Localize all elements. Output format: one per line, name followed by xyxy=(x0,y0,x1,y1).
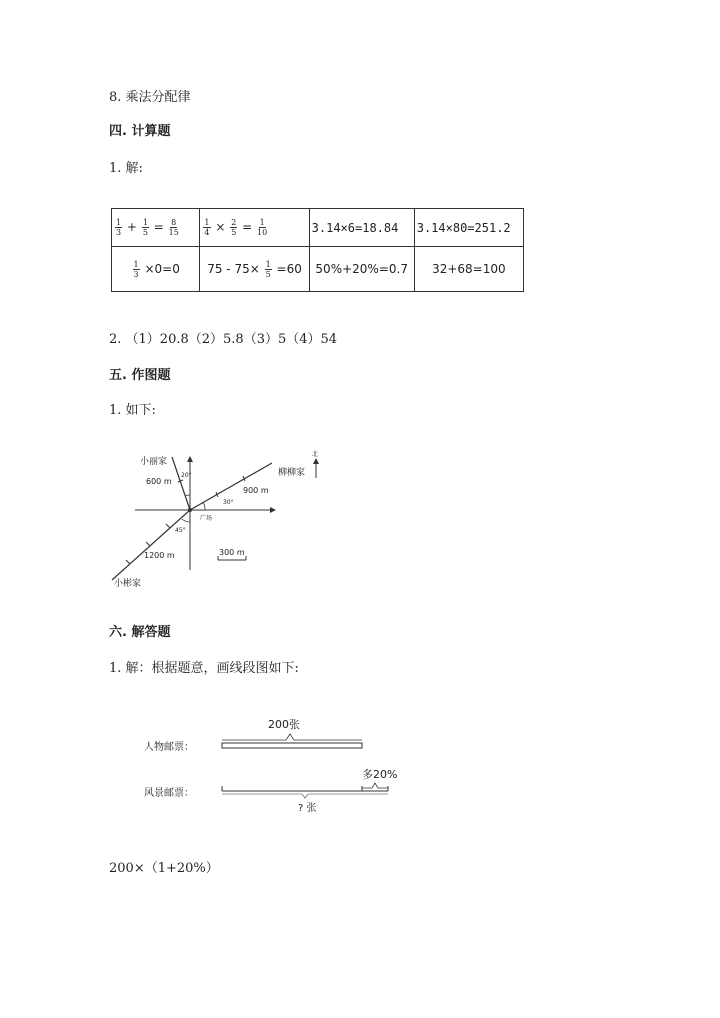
label-600m: 600 m xyxy=(146,477,172,486)
label-liuliu-home: 柳柳家 xyxy=(278,468,306,478)
label-scenery-stamps: 风景邮票： xyxy=(144,788,194,799)
table-cell-r2c2: 75 - 75× $\frac{1}{5}$ =60 xyxy=(200,247,309,292)
fraction: $\frac{1}{3}$ xyxy=(133,259,139,279)
fraction: $\frac{2}{5}$ xyxy=(231,218,237,238)
section-6-formula: 200×（1+20%） xyxy=(109,861,219,876)
table-cell-r1c1: $\frac{1}{3}$ + $\frac{1}{5}$ = $\frac{8}{15}$ xyxy=(112,209,200,247)
label-angle-45: 45° xyxy=(175,527,186,534)
fraction: $\frac{1}{4}$ xyxy=(204,218,210,238)
table-cell-r2c4: 32+68=100 xyxy=(414,247,523,292)
label-angle-30: 30° xyxy=(223,499,234,506)
line-segment-diagram xyxy=(140,712,410,822)
section-5-q1-label: 1. 如下: xyxy=(109,403,156,418)
label-xiaoli-home: 小丽家 xyxy=(140,457,168,467)
label-character-stamps: 人物邮票： xyxy=(144,742,194,753)
direction-map xyxy=(100,440,340,590)
section-6-q1-label: 1. 解：根据题意，画线段图如下: xyxy=(109,661,299,676)
label-more-20-percent: 多20% xyxy=(362,768,398,781)
table-cell-r2c1: $\frac{1}{3}$ ×0=0 xyxy=(112,247,200,292)
label-question-count: ? 张 xyxy=(298,803,317,814)
section-4-q1-label: 1. 解: xyxy=(109,161,143,176)
label-xiaobin-home: 小彬家 xyxy=(114,579,142,589)
calculation-table xyxy=(111,208,524,292)
fraction: $\frac{1}{3}$ xyxy=(116,218,122,238)
fraction: $\frac{8}{15}$ xyxy=(168,218,179,238)
label-900m: 900 m xyxy=(243,486,269,495)
section-4-q2-answer: 2. （1）20.8（2）5.8（3）5（4）54 xyxy=(109,332,338,347)
label-square: 广场 xyxy=(200,515,213,522)
label-200: 200张 xyxy=(268,718,300,731)
fraction: $\frac{1}{10}$ xyxy=(257,218,268,238)
label-1200m: 1200 m xyxy=(144,551,175,560)
label-angle-20: 20° xyxy=(181,472,192,479)
section-4-heading: 四. 计算题 xyxy=(109,124,171,139)
section-6-heading: 六. 解答题 xyxy=(109,625,171,640)
item-8-answer: 8. 乘法分配律 xyxy=(109,90,191,105)
table-cell-r1c4: 3.14×80=251.2 xyxy=(414,209,523,247)
table-cell-r1c3: 3.14×6=18.84 xyxy=(309,209,414,247)
fraction: $\frac{1}{5}$ xyxy=(265,259,271,279)
label-north: 北 xyxy=(312,451,319,458)
table-cell-r2c3: 50%+20%=0.7 xyxy=(309,247,414,292)
section-5-heading: 五. 作图题 xyxy=(109,368,171,383)
fraction: $\frac{1}{5}$ xyxy=(142,218,148,238)
table-cell-r1c2: $\frac{1}{4}$ × $\frac{2}{5}$ = $\frac{1}{10}$ xyxy=(200,209,309,247)
label-scale: 300 m xyxy=(219,548,245,557)
